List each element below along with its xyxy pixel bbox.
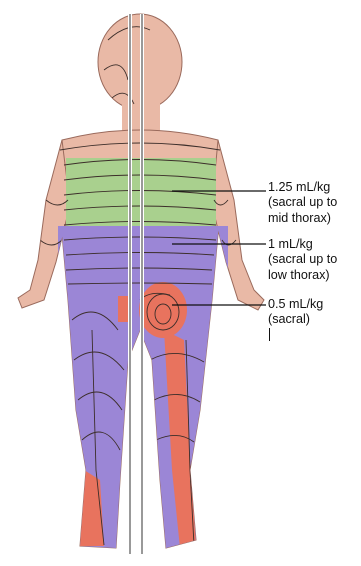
- label-2-line-1: 1 mL/kg: [268, 237, 313, 251]
- text-cursor: [269, 328, 270, 341]
- label-1-25-ml-kg: [268, 180, 337, 226]
- label-3-line-1: 0.5 mL/kg: [268, 297, 324, 311]
- label-1-line-1: 1.25 mL/kg: [268, 180, 331, 194]
- label-0-5-ml-kg: [268, 297, 323, 341]
- label-2-line-3: low thorax): [268, 267, 330, 282]
- label-1-ml-kg: [268, 237, 337, 283]
- sacral-strip-left-thigh: [118, 296, 128, 322]
- label-2-line-2: (sacral up to: [268, 252, 338, 267]
- label-1-line-3: mid thorax): [268, 210, 331, 225]
- label-3-line-2: (sacral): [268, 312, 310, 327]
- label-1-line-2: (sacral up to: [268, 195, 338, 210]
